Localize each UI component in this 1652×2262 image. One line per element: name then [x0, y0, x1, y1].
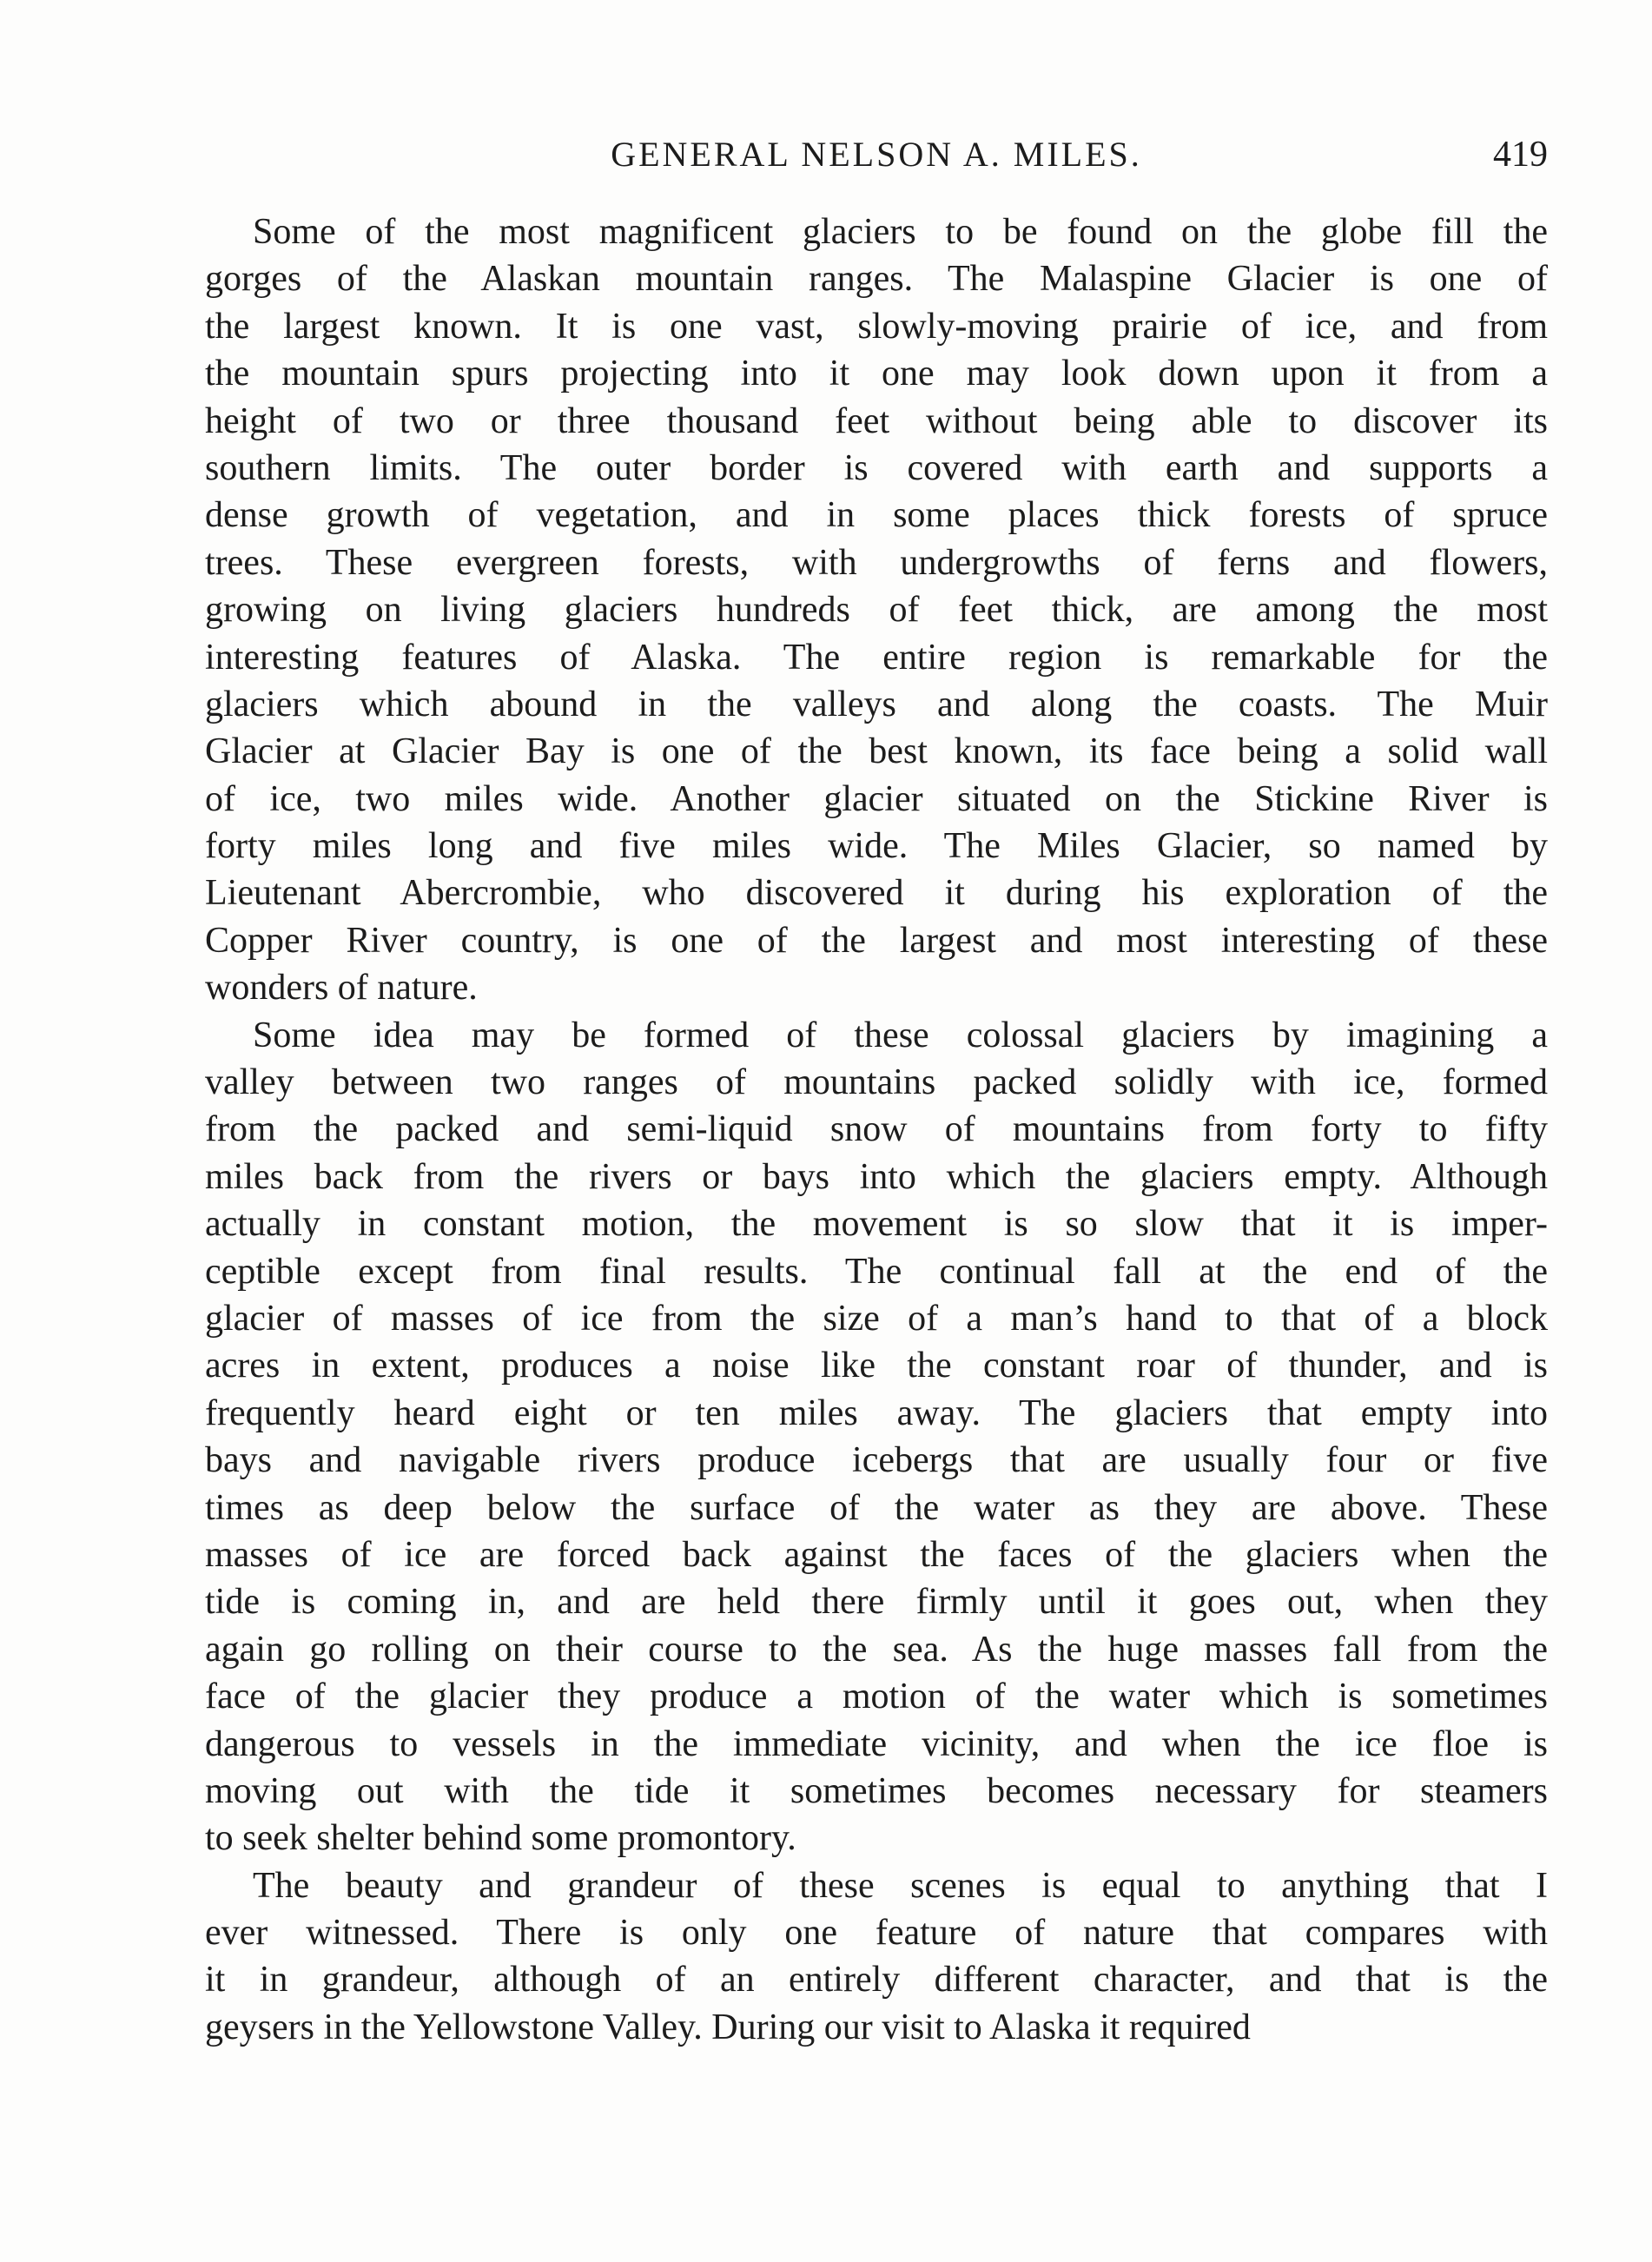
running-head-title: GENERAL NELSON A. MILES. [611, 135, 1142, 174]
page-number: 419 [1493, 135, 1548, 175]
text-line: The beauty and grandeur of these scenes is equal to anything that I [253, 1865, 1548, 1906]
running-head [205, 130, 1548, 179]
text-line: interesting features of Alaska. The entire region is remarkable for the [205, 637, 1548, 678]
text-line: of ice, two miles wide. Another glacier situated on the Stickine River is [205, 778, 1548, 819]
text-line: the mountain spurs projecting into it one may look down upon it from a [205, 354, 1548, 394]
paragraph-beauty-and-grandeur [205, 1862, 1548, 2052]
text-line: tide is coming in, and are held there firmly until it goes out, when they [205, 1582, 1548, 1623]
text-line: actually in constant motion, the movement is so slow that it is imper- [205, 1204, 1548, 1245]
text-line: Glacier at Glacier Bay is one of the best known, its face being a solid wall [205, 731, 1548, 772]
text-line: Copper River country, is one of the largest and most interesting of these [205, 920, 1548, 961]
text-line: dangerous to vessels in the immediate vicinity, and when the ice floe is [205, 1723, 1548, 1764]
text-line: times as deep below the surface of the water as they are above. These [205, 1487, 1548, 1528]
text-line: ever witnessed. There is only one feature of nature that compares with [205, 1913, 1548, 1954]
text-line: valley between two ranges of mountains packed solidly with ice, formed [205, 1062, 1548, 1103]
text-line: geysers in the Yellowstone Valley. During our visit to Alaska it required [205, 2007, 1251, 2047]
text-line: wonders of nature. [205, 968, 478, 1009]
paragraph-glacier-formation [205, 1012, 1548, 1862]
text-line: to seek shelter behind some promontory. [205, 1818, 796, 1859]
text-line: bays and navigable rivers produce icebergs that are usually four or five [205, 1440, 1548, 1481]
text-line: Some idea may be formed of these colossal glaciers by imagining a [253, 1015, 1548, 1055]
text-line: again go rolling on their course to the sea. As the huge masses fall from the [205, 1629, 1548, 1670]
text-line: southern limits. The outer border is covered with earth and supports a [205, 447, 1548, 488]
text-line: dense growth of vegetation, and in some places thick forests of spruce [205, 495, 1548, 536]
text-line: frequently heard eight or ten miles away. The glaciers that empty into [205, 1392, 1548, 1433]
text-line: masses of ice are forced back against the faces of the glaciers when the [205, 1534, 1548, 1575]
text-line: from the packed and semi-liquid snow of mountains from forty to fifty [205, 1109, 1548, 1150]
text-line: Lieutenant Abercrombie, who discovered it during his exploration of the [205, 873, 1548, 914]
text-line: glacier of masses of ice from the size of a man’s hand to that of a block [205, 1298, 1548, 1339]
text-line: gorges of the Alaskan mountain ranges. The Malaspine Glacier is one of [205, 259, 1548, 300]
paragraph-glaciers [205, 208, 1548, 1012]
text-line: height of two or three thousand feet without being able to discover its [205, 400, 1548, 441]
text-line: it in grandeur, although of an entirely different character, and that is the [205, 1960, 1548, 2001]
text-line: forty miles long and five miles wide. The Miles Glacier, so named by [205, 826, 1548, 867]
body-text [205, 208, 1548, 2051]
text-line: glaciers which abound in the valleys and along the coasts. The Muir [205, 684, 1548, 724]
text-line: acres in extent, produces a noise like the constant roar of thunder, and is [205, 1346, 1548, 1386]
text-line: face of the glacier they produce a motion of the water which is sometimes [205, 1677, 1548, 1717]
text-line: moving out with the tide it sometimes becomes necessary for steamers [205, 1770, 1548, 1811]
text-line: the largest known. It is one vast, slowly-moving prairie of ice, and from [205, 306, 1548, 347]
text-line: growing on living glaciers hundreds of feet thick, are among the most [205, 590, 1548, 631]
text-line: Some of the most magnificent glaciers to be found on the globe fill the [253, 212, 1548, 252]
text-line: miles back from the rivers or bays into which the glaciers empty. Although [205, 1156, 1548, 1197]
text-line: trees. These evergreen forests, with undergrowths of ferns and flowers, [205, 542, 1548, 583]
text-line: ceptible except from final results. The continual fall at the end of the [205, 1251, 1548, 1292]
